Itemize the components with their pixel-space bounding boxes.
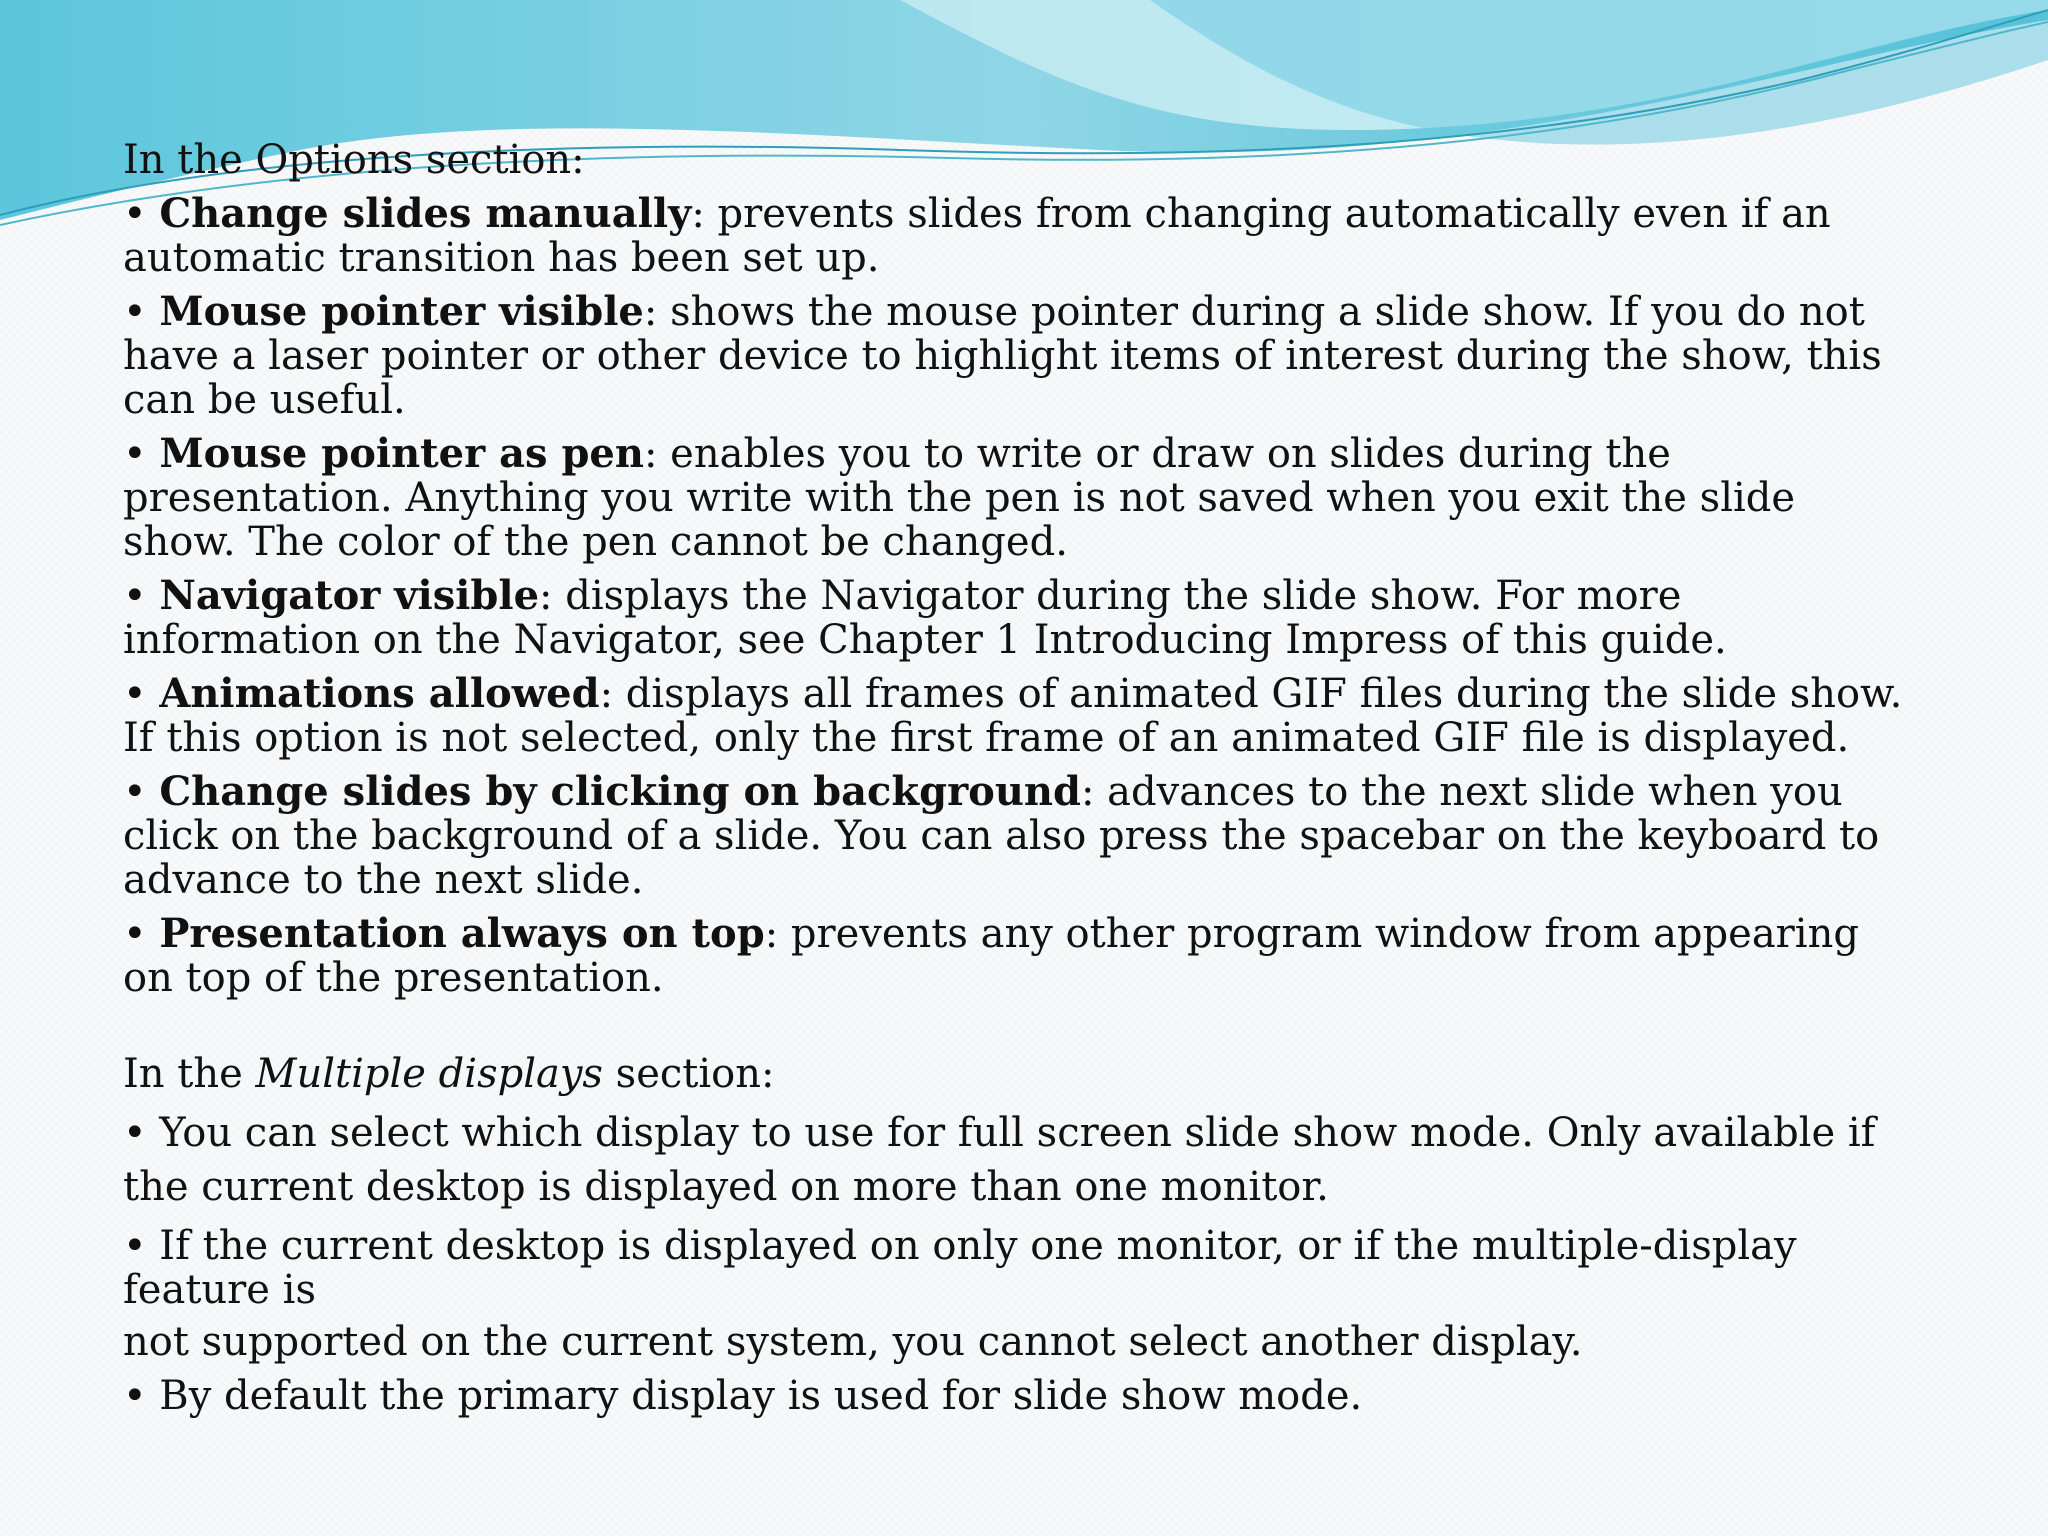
option-change-slides-by-clicking (123, 770, 1903, 902)
options-intro: In the Options section: (123, 137, 585, 183)
intro-suffix: section: (602, 1051, 775, 1097)
option-presentation-always-on-top (123, 912, 1903, 1000)
option-term: Presentation always on top (159, 910, 765, 957)
option-desc: : prevents any other program window from appearing on top of the presentation. (123, 911, 1859, 1001)
bullet: • (123, 911, 147, 957)
option-term: Navigator visible (159, 572, 540, 619)
option-animations-allowed (123, 672, 1903, 760)
intro-prefix: In the (123, 1051, 256, 1097)
display-item: • You can select which display to use for full screen slide show mode. Only available if the current desktop is displayed on more than one monitor. (123, 1110, 1876, 1210)
bullet: • (123, 431, 147, 477)
option-term: Change slides by clicking on background (159, 768, 1081, 815)
intro-italic: Multiple displays (255, 1051, 603, 1097)
multiple-displays-intro (123, 1052, 1903, 1096)
bullet: • (123, 289, 147, 335)
bullet: • (123, 191, 147, 237)
option-desc: : shows the mouse pointer during a slide show. If you do not have a laser pointer or other device to highlight items of interest during the show, this can be useful. (123, 289, 1882, 423)
option-desc: : advances to the next slide when you click on the background of a slide. You can also press the spacebar on the keyboard to advance to the next slide. (123, 769, 1880, 903)
option-navigator-visible (123, 574, 1903, 662)
bullet: • (123, 573, 147, 619)
display-item: • If the current desktop is displayed on only one monitor, or if the multiple-display feature is (123, 1223, 1797, 1313)
display-item: not supported on the current system, you cannot select another display. (123, 1319, 1583, 1365)
option-change-slides-manually (123, 192, 1903, 280)
option-desc: : displays the Navigator during the slide show. For more information on the Navigator, see Chapter 1 Introducing Impress of this guide. (123, 573, 1727, 663)
option-desc: : displays all frames of animated GIF files during the slide show. If this option is not selected, only the first frame of an animated GIF file is displayed. (123, 671, 1903, 761)
option-desc: : enables you to write or draw on slides during the presentation. Anything you write with the pen is not saved when you exit the slide show. The color of the pen cannot be changed. (123, 431, 1796, 565)
option-term: Mouse pointer as pen (159, 430, 644, 477)
slide-body (123, 138, 1903, 1428)
option-term: Change slides manually (159, 190, 692, 237)
display-item: • By default the primary display is used for slide show mode. (123, 1373, 1363, 1419)
option-term: Mouse pointer visible (159, 288, 644, 335)
option-mouse-pointer-as-pen (123, 432, 1903, 564)
option-term: Animations allowed (159, 670, 600, 717)
bullet: • (123, 671, 147, 717)
option-mouse-pointer-visible (123, 290, 1903, 422)
option-desc: : prevents slides from changing automatically even if an automatic transition has been set up. (123, 191, 1831, 281)
section-gap (123, 1010, 1903, 1052)
bullet: • (123, 769, 147, 815)
